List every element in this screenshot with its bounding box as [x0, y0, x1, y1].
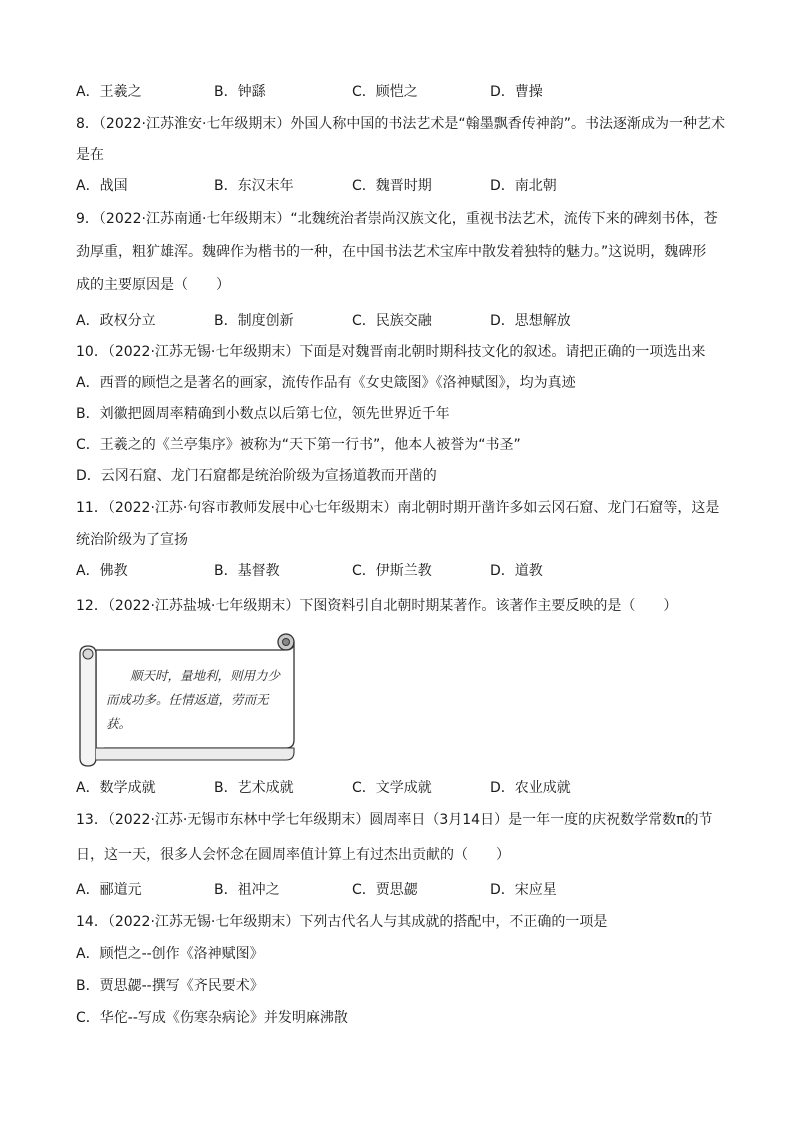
q13-option-a: A．郦道元	[76, 882, 142, 898]
q9-option-c: C．民族交融	[352, 313, 432, 329]
q12-option-a: A．数学成就	[76, 780, 156, 796]
q13-option-c: C．贾思勰	[352, 882, 418, 898]
q11-option-d: D．道教	[490, 563, 543, 579]
scroll-quote	[106, 664, 286, 736]
q11-stem-line2: 统治阶级为了宣扬	[76, 532, 188, 548]
q12-option-b: B．艺术成就	[214, 780, 294, 796]
scroll-figure	[76, 632, 300, 768]
q8-stem-line2: 是在	[76, 147, 104, 163]
q12-option-d: D．农业成就	[490, 780, 571, 796]
q14-stem: 14．（2022·江苏无锡·七年级期末）下列古代名人与其成就的搭配中，不正确的一项是	[76, 914, 608, 930]
q9-stem-line2: 劲厚重，粗犷雄浑。魏碑作为楷书的一种，在中国书法艺术宝库中散发着独特的魅力。”这说明，魏碑形	[76, 244, 707, 260]
q8-option-a: A．战国	[76, 178, 128, 194]
q7-option-d: D．曹操	[490, 84, 543, 100]
q7-options	[76, 82, 716, 102]
q11-option-a: A．佛教	[76, 563, 128, 579]
q8-option-c: C．魏晋时期	[352, 178, 432, 194]
q9-option-a: A．政权分立	[76, 313, 156, 329]
q10-stem: 10．（2022·江苏无锡·七年级期末）下面是对魏晋南北朝时期科技文化的叙述。请把正确的一项选出来	[76, 344, 706, 360]
q11-option-c: C．伊斯兰教	[352, 563, 432, 579]
q9-option-b: B．制度创新	[214, 313, 294, 329]
scroll-quote-text: 顺天时，量地利，则用力少而成功多。任情返道，劳而无获。	[106, 668, 281, 731]
q12-option-c: C．文学成就	[352, 780, 432, 796]
q14-choice-a: A．顾恺之--创作《洛神赋图》	[76, 946, 264, 962]
q10-choice-c: C．王羲之的《兰亭集序》被称为“天下第一行书”，他本人被誉为“书圣”	[76, 437, 521, 453]
q9-stem-line3: 成的主要原因是（ ）	[76, 277, 230, 293]
q11-option-b: B．基督教	[214, 563, 280, 579]
q8-option-b: B．东汉末年	[214, 178, 294, 194]
q10-choice-a: A．西晋的顾恺之是著名的画家，流传作品有《女史箴图》《洛神赋图》，均为真迹	[76, 375, 576, 391]
q10-choice-b: B．刘徽把圆周率精确到小数点以后第七位，领先世界近千年	[76, 406, 450, 422]
q9-option-d: D．思想解放	[490, 313, 571, 329]
q13-options	[76, 880, 716, 900]
q9-stem-line1: 9．（2022·江苏南通·七年级期末）“北魏统治者崇尚汉族文化，重视书法艺术，流传下来的碑刻书体，苍	[76, 211, 718, 227]
q7-option-b: B．钟繇	[214, 84, 266, 100]
q13-option-d: D．宋应星	[490, 882, 557, 898]
q14-choice-c: C．华佗--写成《伤寒杂病论》并发明麻沸散	[76, 1010, 348, 1026]
q10-choice-d: D．云冈石窟、龙门石窟都是统治阶级为宣扬道教而开凿的	[76, 468, 437, 484]
q13-stem-line2: 日，这一天，很多人会怀念在圆周率值计算上有过杰出贡献的（ ）	[76, 847, 510, 863]
q9-options	[76, 311, 716, 331]
q13-stem-line1: 13．（2022·江苏·无锡市东林中学七年级期末）圆周率日（3月14日）是一年一度的庆祝数学常数π的节	[76, 812, 713, 828]
q14-choice-b: B．贾思勰--撰写《齐民要术》	[76, 978, 264, 994]
q8-options	[76, 176, 716, 196]
q13-option-b: B．祖冲之	[214, 882, 280, 898]
q7-option-c: C．顾恺之	[352, 84, 418, 100]
q11-options	[76, 561, 716, 581]
q8-option-d: D．南北朝	[490, 178, 557, 194]
q11-stem-line1: 11．（2022·江苏·句容市教师发展中心七年级期末）南北朝时期开凿许多如云冈石窟、龙门石窟等，这是	[76, 500, 720, 516]
q12-stem: 12．（2022·江苏盐城·七年级期末）下图资料引自北朝时期某著作。该著作主要反映的是（ ）	[76, 598, 678, 614]
q12-options	[76, 778, 716, 798]
q8-stem-line1: 8．（2022·江苏淮安·七年级期末）外国人称中国的书法艺术是“翰墨飘香传神韵”。书法逐渐成为一种艺术	[76, 116, 725, 132]
q7-option-a: A．王羲之	[76, 84, 142, 100]
